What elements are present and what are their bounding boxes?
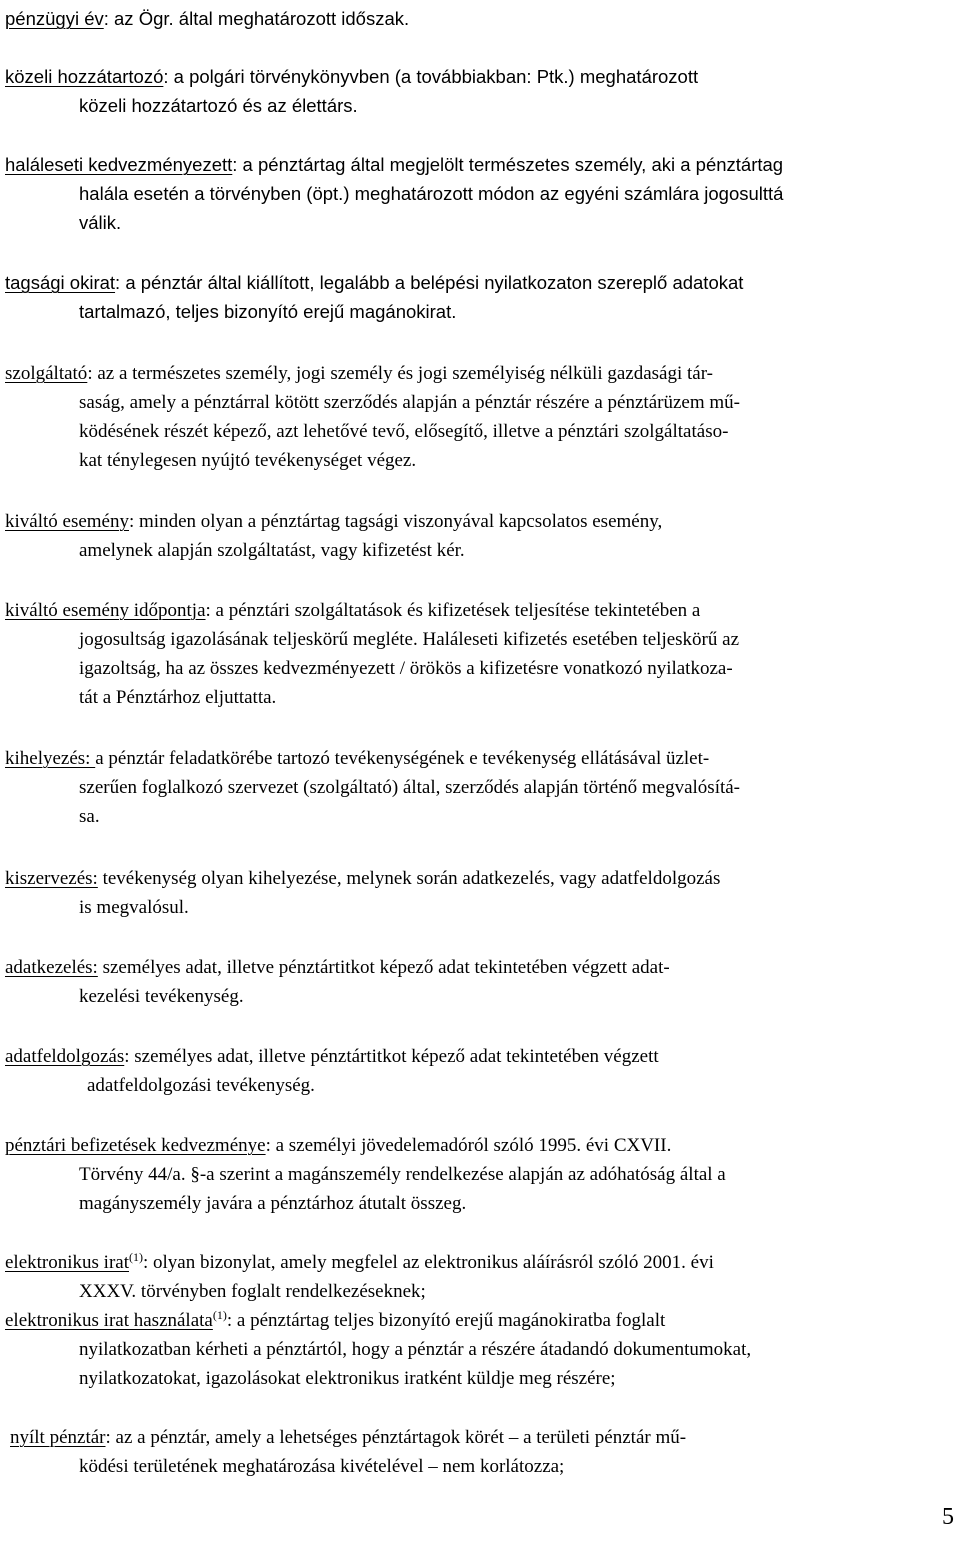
- definition-text: : a pénztár által kiállított, legalább a belépési nyilatkozaton szereplő adatokat: [115, 272, 744, 293]
- definition-text: szerűen foglalkozó szervezet (szolgáltató) által, szerződés alapján történő megvalósítá-: [79, 777, 741, 798]
- definition-text: sa.: [79, 806, 100, 827]
- definition-szolgaltato: [5, 359, 955, 475]
- definition-text: kezelési tevékenység.: [79, 986, 244, 1007]
- definition-penztari-befizetesek-kedvezmenye: [5, 1131, 955, 1218]
- defined-term: kiszervezés:: [5, 868, 98, 889]
- definition-text: tartalmazó, teljes bizonyító erejű magánokirat.: [79, 301, 457, 322]
- defined-term: kihelyezés:: [5, 748, 96, 769]
- definition-kiszervezes: [5, 864, 955, 922]
- defined-term: szolgáltató: [5, 363, 88, 384]
- definition-text: ködési területének meghatározása kivételével – nem korlátozza;: [79, 1456, 565, 1477]
- definition-text: : olyan bizonylat, amely megfelel az elektronikus aláírásról szóló 2001. évi: [143, 1252, 714, 1273]
- definition-text: : személyes adat, illetve pénztártitkot képező adat tekintetében végzett: [124, 1046, 659, 1067]
- definition-text: : minden olyan a pénztártag tagsági viszonyával kapcsolatos esemény,: [129, 511, 663, 532]
- definition-text: a pénztár feladatkörébe tartozó tevékenységének e tevékenység ellátásával üzlet-: [95, 748, 710, 769]
- definition-text: amelynek alapján szolgáltatást, vagy kifizetést kér.: [79, 540, 465, 561]
- definition-tagsagi-okirat: [5, 268, 955, 326]
- definition-text: Törvény 44/a. §-a szerint a magánszemély rendelkezése alapján az adóhatóság által a: [79, 1164, 726, 1185]
- definition-adatkezeles: [5, 953, 955, 1011]
- defined-term: elektronikus irat: [5, 1252, 129, 1273]
- definition-text: nyilatkozatokat, igazolásokat elektronikus iratként küldje meg részére;: [79, 1368, 616, 1389]
- definition-text: : a polgári törvénykönyvben (a továbbiakban: Ptk.) meghatározott: [163, 66, 699, 87]
- definition-text: : az Ögr. által meghatározott időszak.: [103, 8, 410, 29]
- definition-text: : a pénztártag teljes bizonyító erejű magánokiratba foglalt: [226, 1310, 666, 1331]
- definition-nyilt-penztar: [10, 1423, 960, 1481]
- definition-kivalto-esemeny-idopontja: [5, 596, 955, 712]
- definition-text: jogosultság igazolásának teljeskörű megléte. Haláleseti kifizetés esetében teljeskörű az: [79, 629, 739, 650]
- definition-text: : a személyi jövedelemadóról szóló 1995. évi CXVII.: [265, 1135, 672, 1156]
- definition-text: magányszemély javára a pénztárhoz átutalt összeg.: [79, 1193, 467, 1214]
- definition-text: nyilatkozatban kérheti a pénztártól, hogy a pénztár a részére átadandó dokumentumokat,: [79, 1339, 752, 1360]
- footnote-marker: (1): [212, 1308, 227, 1322]
- footnote-marker: (1): [129, 1250, 143, 1264]
- definition-text: : a pénztártag által megjelölt természetes személy, aki a pénztártag: [232, 154, 784, 175]
- definition-kihelyezes: [5, 744, 955, 831]
- definition-text: : az a pénztár, amely a lehetséges pénztártagok körét – a területi pénztár mű-: [105, 1427, 687, 1448]
- definition-text: : az a természetes személy, jogi személy és jogi személyiség nélküli gazdasági tár-: [87, 363, 713, 384]
- definition-text: ködésének részét képező, azt lehetővé tevő, elősegítő, illetve a pénztári szolgáltatáso-: [79, 421, 729, 442]
- definition-text: tevékenység olyan kihelyezése, melynek során adatkezelés, vagy adatfeldolgozás: [97, 868, 721, 889]
- definition-kivalto-esemeny: [5, 507, 955, 565]
- definition-adatfeldolgozas: [5, 1042, 955, 1100]
- definition-kozeli-hozzatartozo: [5, 62, 955, 120]
- defined-term: haláleseti kedvezményezett: [5, 154, 233, 175]
- defined-term: közeli hozzátartozó: [5, 66, 164, 87]
- definition-text: kat ténylegesen nyújtó tevékenységet végez.: [79, 450, 417, 471]
- defined-term: elektronikus irat használata: [5, 1310, 213, 1331]
- definition-text: válik.: [79, 212, 122, 233]
- definition-text: adatfeldolgozási tevékenység.: [87, 1075, 315, 1096]
- defined-term: kiváltó esemény: [5, 511, 129, 532]
- page-number: 5: [942, 1504, 954, 1530]
- defined-term: nyílt pénztár: [10, 1427, 106, 1448]
- defined-term: pénzügyi év: [5, 8, 104, 29]
- definition-elektronikus-irat-hasznalata: [5, 1306, 955, 1393]
- definition-penzugyi-ev: [5, 4, 955, 33]
- defined-term: tagsági okirat: [5, 272, 116, 293]
- defined-term: adatkezelés:: [5, 957, 98, 978]
- definition-elektronikus-irat: [5, 1248, 955, 1306]
- definition-text: : a pénztári szolgáltatások és kifizetések teljesítése tekintetében a: [205, 600, 701, 621]
- definition-halaleseti-kedvezmenyezett: [5, 150, 955, 237]
- definition-text: igazoltság, ha az összes kedvezményezett / örökös a kifizetésre vonatkozó nyilatkoza-: [79, 658, 733, 679]
- definition-text: közeli hozzátartozó és az élettárs.: [79, 95, 358, 116]
- definition-text: személyes adat, illetve pénztártitkot képező adat tekintetében végzett adat-: [97, 957, 670, 978]
- definition-text: is megvalósul.: [79, 897, 189, 918]
- defined-term: kiváltó esemény időpontja: [5, 600, 206, 621]
- definition-text: XXXV. törvényben foglalt rendelkezéseknek;: [79, 1281, 426, 1302]
- defined-term: pénztári befizetések kedvezménye: [5, 1135, 266, 1156]
- definition-text: saság, amely a pénztárral kötött szerződés alapján a pénztár részére a pénztárüzem mű-: [79, 392, 740, 413]
- definition-text: tát a Pénztárhoz eljuttatta.: [79, 687, 277, 708]
- defined-term: adatfeldolgozás: [5, 1046, 125, 1067]
- definition-text: halála esetén a törvényben (öpt.) meghatározott módon az egyéni számlára jogosulttá: [79, 183, 784, 204]
